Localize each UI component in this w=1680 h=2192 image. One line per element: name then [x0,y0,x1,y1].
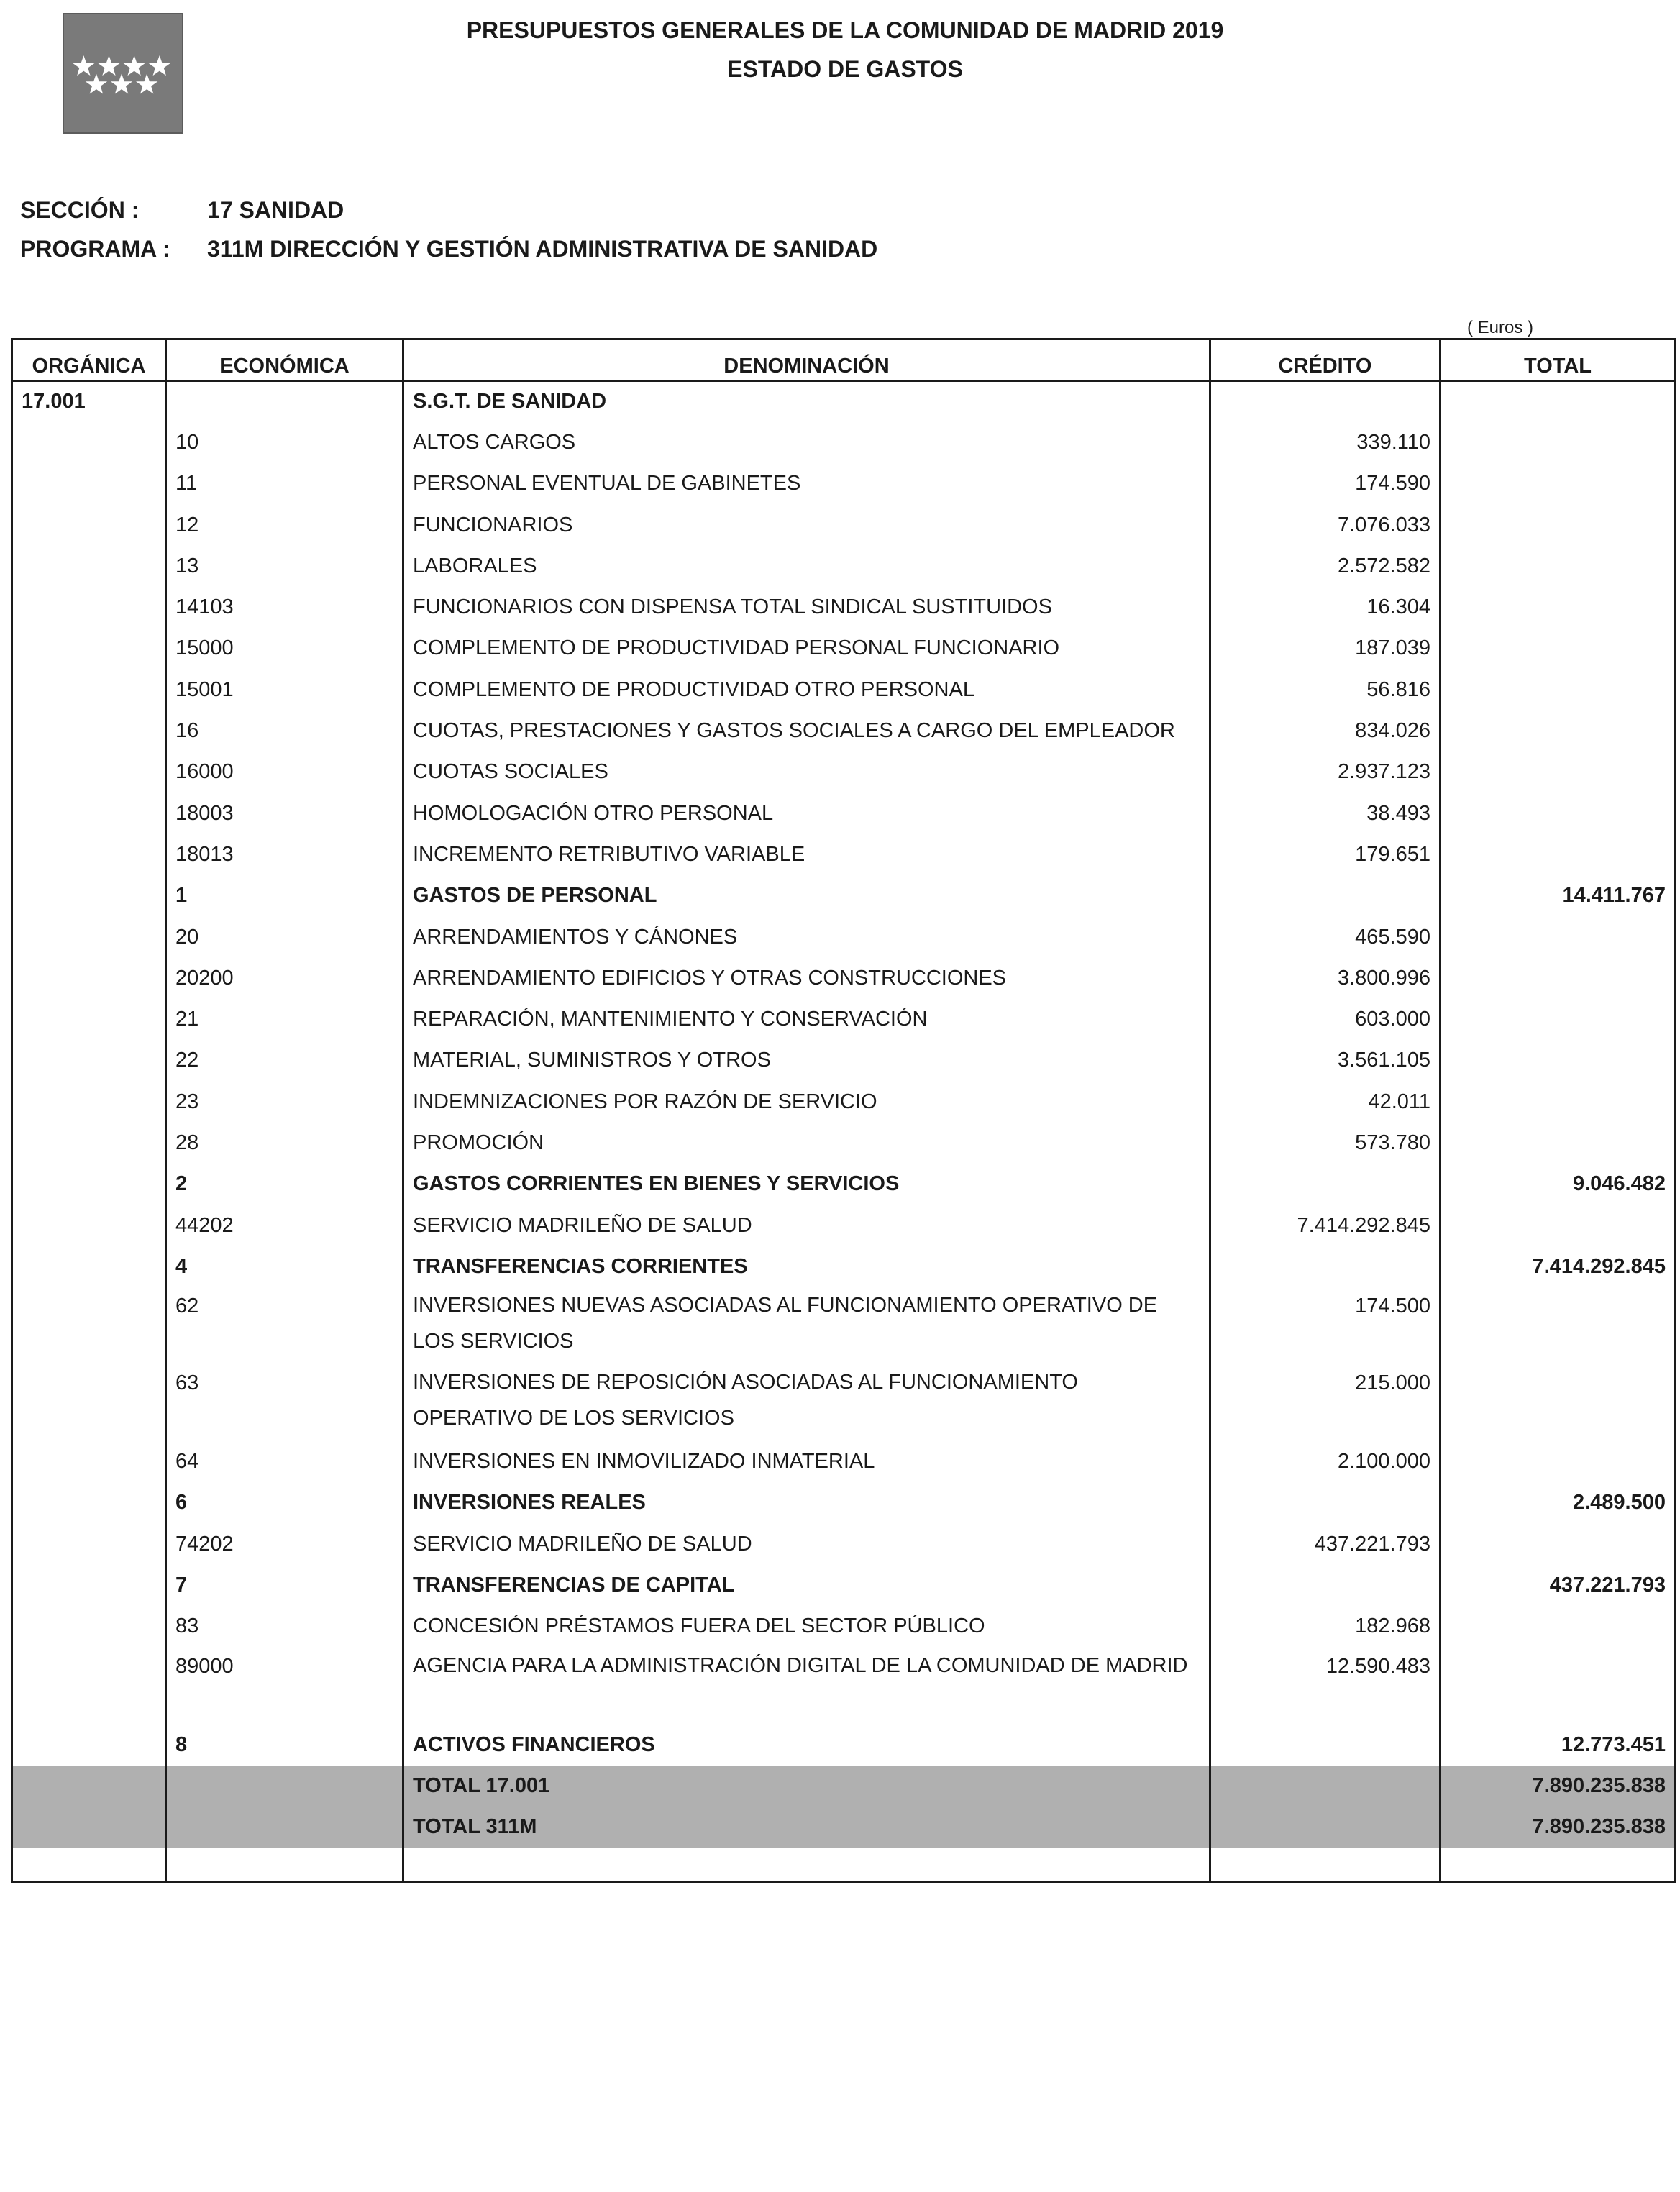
credito-cell: 174.590 [1210,463,1441,504]
denominacion-cell: TRANSFERENCIAS DE CAPITAL [403,1565,1210,1606]
credito-cell: 3.800.996 [1210,958,1441,999]
economica-cell [166,1766,403,1807]
total-cell: 9.046.482 [1441,1164,1676,1205]
total-cell [1441,793,1676,834]
denominacion-cell: INVERSIONES DE REPOSICIÓN ASOCIADAS AL FUNCIONAMIENTO OPERATIVO DE LOS SERVICIOS [403,1364,1210,1441]
economica-cell: 13 [166,546,403,587]
denominacion-cell: FUNCIONARIOS [403,504,1210,545]
credito-cell: 2.100.000 [1210,1441,1441,1482]
total-cell [1441,916,1676,957]
economica-cell: 20 [166,916,403,957]
table-row [12,834,1676,875]
table-row [12,916,1676,957]
organica-cell: 17.001 [12,381,166,422]
organica-cell [12,1287,166,1364]
credito-cell: 7.076.033 [1210,504,1441,545]
total-cell: 437.221.793 [1441,1565,1676,1606]
denominacion-cell: ALTOS CARGOS [403,422,1210,463]
denominacion-cell: COMPLEMENTO DE PRODUCTIVIDAD PERSONAL FUNCIONARIO [403,628,1210,669]
table-row [12,1040,1676,1081]
economica-cell: 18003 [166,793,403,834]
denominacion-cell: FUNCIONARIOS CON DISPENSA TOTAL SINDICAL SUSTITUIDOS [403,587,1210,628]
credito-cell [1210,1565,1441,1606]
economica-cell: 11 [166,463,403,504]
table-row [12,1082,1676,1123]
document-title: PRESUPUESTOS GENERALES DE LA COMUNIDAD DE MADRID 2019 [466,17,1224,43]
credito-cell: 465.590 [1210,916,1441,957]
organica-cell [12,670,166,711]
organica-cell [12,587,166,628]
denominacion-cell: INVERSIONES EN INMOVILIZADO INMATERIAL [403,1441,1210,1482]
economica-cell: 6 [166,1482,403,1523]
total-cell: 12.773.451 [1441,1725,1676,1766]
credito-cell: 603.000 [1210,999,1441,1040]
total-cell [1441,958,1676,999]
column-header-total: TOTAL [1441,339,1676,381]
table-row [12,628,1676,669]
denominacion-cell: INVERSIONES NUEVAS ASOCIADAS AL FUNCIONAMIENTO OPERATIVO DE LOS SERVICIOS [403,1287,1210,1364]
credito-cell: 179.651 [1210,834,1441,875]
denominacion-cell: INCREMENTO RETRIBUTIVO VARIABLE [403,834,1210,875]
economica-cell: 44202 [166,1205,403,1246]
organica-cell [12,1766,166,1807]
credito-cell [1210,875,1441,916]
denominacion-cell: ARRENDAMIENTO EDIFICIOS Y OTRAS CONSTRUCCIONES [403,958,1210,999]
organica-cell [12,1565,166,1606]
credito-cell: 215.000 [1210,1364,1441,1441]
total-cell [1441,752,1676,793]
table-row [12,793,1676,834]
denominacion-cell: CONCESIÓN PRÉSTAMOS FUERA DEL SECTOR PÚBLICO [403,1606,1210,1647]
table-row [12,752,1676,793]
table-row [12,1606,1676,1647]
total-label-cell: TOTAL 311M [403,1807,1210,1848]
economica-cell: 28 [166,1123,403,1164]
credito-cell: 16.304 [1210,587,1441,628]
section-label: SECCIÓN : [20,197,140,223]
economica-cell: 8 [166,1725,403,1766]
credito-cell: 3.561.105 [1210,1040,1441,1081]
total-amount-cell: 7.890.235.838 [1441,1807,1676,1848]
program-label: PROGRAMA : [20,236,170,262]
total-cell [1441,546,1676,587]
economica-cell: 83 [166,1606,403,1647]
credito-cell: 12.590.483 [1210,1648,1441,1725]
total-cell [1441,1648,1676,1725]
organica-cell [12,1123,166,1164]
program-value: 311M DIRECCIÓN Y GESTIÓN ADMINISTRATIVA DE SANIDAD [207,236,878,262]
denominacion-cell: PROMOCIÓN [403,1123,1210,1164]
total-cell [1441,1606,1676,1647]
organica-cell [12,793,166,834]
credito-cell: 182.968 [1210,1606,1441,1647]
economica-cell: 22 [166,1040,403,1081]
denominacion-cell: SERVICIO MADRILEÑO DE SALUD [403,1205,1210,1246]
denominacion-cell: INDEMNIZACIONES POR RAZÓN DE SERVICIO [403,1082,1210,1123]
economica-cell: 21 [166,999,403,1040]
total-cell: 2.489.500 [1441,1482,1676,1523]
economica-cell: 2 [166,1164,403,1205]
empty-cell [1210,1848,1441,1882]
organica-cell [12,752,166,793]
table-row [12,670,1676,711]
currency-unit: ( Euros ) [1467,318,1534,337]
denominacion-cell: AGENCIA PARA LA ADMINISTRACIÓN DIGITAL DE LA COMUNIDAD DE MADRID [403,1648,1210,1725]
organica-cell [12,958,166,999]
table-footer-row [12,1848,1676,1882]
organica-cell [12,422,166,463]
table-row [12,1524,1676,1565]
economica-cell: 4 [166,1246,403,1287]
table-row [12,1565,1676,1606]
credito-cell: 38.493 [1210,793,1441,834]
denominacion-cell: HOMOLOGACIÓN OTRO PERSONAL [403,793,1210,834]
table-row [12,546,1676,587]
credito-cell: 2.937.123 [1210,752,1441,793]
organica-cell [12,1441,166,1482]
column-header-organica: ORGÁNICA [12,339,166,381]
denominacion-cell: COMPLEMENTO DE PRODUCTIVIDAD OTRO PERSONAL [403,670,1210,711]
economica-cell: 18013 [166,834,403,875]
denominacion-cell: ACTIVOS FINANCIEROS [403,1725,1210,1766]
credito-cell: 174.500 [1210,1287,1441,1364]
total-label-cell: TOTAL 17.001 [403,1766,1210,1807]
economica-cell: 15000 [166,628,403,669]
organica-cell [12,999,166,1040]
economica-cell: 16000 [166,752,403,793]
economica-cell: 14103 [166,587,403,628]
credito-cell: 2.572.582 [1210,546,1441,587]
total-row [12,1807,1676,1848]
total-row [12,1766,1676,1807]
organica-cell [12,1040,166,1081]
organica-cell [12,504,166,545]
credito-cell: 437.221.793 [1210,1524,1441,1565]
denominacion-cell: INVERSIONES REALES [403,1482,1210,1523]
total-cell [1441,628,1676,669]
economica-cell: 62 [166,1287,403,1364]
economica-cell [166,1807,403,1848]
document-subtitle: ESTADO DE GASTOS [727,56,963,82]
table-row [12,958,1676,999]
table-row [12,1364,1676,1441]
denominacion-cell: GASTOS DE PERSONAL [403,875,1210,916]
total-cell: 14.411.767 [1441,875,1676,916]
table-row [12,463,1676,504]
table-row [12,1725,1676,1766]
organica-cell [12,1482,166,1523]
organica-cell [12,463,166,504]
total-cell [1441,1040,1676,1081]
economica-cell: 20200 [166,958,403,999]
column-header-credito: CRÉDITO [1210,339,1441,381]
denominacion-cell: SERVICIO MADRILEÑO DE SALUD [403,1524,1210,1565]
denominacion-cell: GASTOS CORRIENTES EN BIENES Y SERVICIOS [403,1164,1210,1205]
credito-cell [1210,1164,1441,1205]
program-line [20,236,877,262]
economica-cell: 64 [166,1441,403,1482]
economica-cell: 7 [166,1565,403,1606]
credito-cell [1210,1246,1441,1287]
total-cell [1441,1364,1676,1441]
economica-cell: 10 [166,422,403,463]
stars-icon [64,14,182,132]
organica-cell [12,916,166,957]
organica-cell [12,1606,166,1647]
credito-cell: 834.026 [1210,711,1441,752]
organica-cell [12,1246,166,1287]
table-row [12,1205,1676,1246]
credito-cell: 187.039 [1210,628,1441,669]
empty-cell [166,1848,403,1882]
organica-cell [12,1807,166,1848]
table-row [12,1246,1676,1287]
total-cell: 7.414.292.845 [1441,1246,1676,1287]
organica-cell [12,1725,166,1766]
table-row [12,875,1676,916]
total-cell [1441,1205,1676,1246]
table-row [12,1648,1676,1725]
budget-table [11,338,1676,1883]
denominacion-cell: REPARACIÓN, MANTENIMIENTO Y CONSERVACIÓN [403,999,1210,1040]
total-cell [1441,999,1676,1040]
table-row [12,1441,1676,1482]
organica-cell [12,1648,166,1725]
denominacion-cell: CUOTAS SOCIALES [403,752,1210,793]
total-cell [1441,1123,1676,1164]
total-cell [1441,422,1676,463]
economica-cell: 63 [166,1364,403,1441]
table-row [12,422,1676,463]
comunidad-madrid-logo [63,13,183,134]
organica-cell [12,875,166,916]
credito-cell: 56.816 [1210,670,1441,711]
total-cell [1441,504,1676,545]
total-cell [1441,463,1676,504]
denominacion-cell: PERSONAL EVENTUAL DE GABINETES [403,463,1210,504]
total-cell [1441,711,1676,752]
denominacion-cell: S.G.T. DE SANIDAD [403,381,1210,422]
table-row [12,587,1676,628]
organica-cell [12,711,166,752]
economica-cell: 16 [166,711,403,752]
empty-cell [1441,1848,1676,1882]
total-cell [1441,834,1676,875]
credito-cell [1210,381,1441,422]
economica-cell: 15001 [166,670,403,711]
section-line [20,197,344,224]
credito-cell [1210,1766,1441,1807]
organica-cell [12,1164,166,1205]
credito-cell [1210,1807,1441,1848]
column-header-economica: ECONÓMICA [166,339,403,381]
organica-cell [12,1205,166,1246]
credito-cell: 339.110 [1210,422,1441,463]
denominacion-cell: LABORALES [403,546,1210,587]
total-cell [1441,1524,1676,1565]
credito-cell [1210,1482,1441,1523]
table-row [12,1164,1676,1205]
organica-cell [12,628,166,669]
credito-cell: 7.414.292.845 [1210,1205,1441,1246]
economica-cell: 12 [166,504,403,545]
total-cell [1441,1441,1676,1482]
table-row [12,1482,1676,1523]
denominacion-cell: TRANSFERENCIAS CORRIENTES [403,1246,1210,1287]
denominacion-cell: CUOTAS, PRESTACIONES Y GASTOS SOCIALES A CARGO DEL EMPLEADOR [403,711,1210,752]
total-cell [1441,1082,1676,1123]
economica-cell [166,381,403,422]
organica-cell [12,834,166,875]
credito-cell [1210,1725,1441,1766]
table-row [12,999,1676,1040]
organica-cell [12,1364,166,1441]
table-row [12,504,1676,545]
organica-cell [12,1082,166,1123]
economica-cell: 89000 [166,1648,403,1725]
economica-cell: 23 [166,1082,403,1123]
credito-cell: 573.780 [1210,1123,1441,1164]
column-header-denominacion: DENOMINACIÓN [403,339,1210,381]
total-cell [1441,670,1676,711]
table-header-row [12,339,1676,381]
total-amount-cell: 7.890.235.838 [1441,1766,1676,1807]
table-row [12,711,1676,752]
empty-cell [403,1848,1210,1882]
table-row [12,1123,1676,1164]
empty-cell [12,1848,166,1882]
organica-cell [12,1524,166,1565]
total-cell [1441,1287,1676,1364]
table-row [12,381,1676,422]
table-row [12,1287,1676,1364]
denominacion-cell: MATERIAL, SUMINISTROS Y OTROS [403,1040,1210,1081]
total-cell [1441,381,1676,422]
economica-cell: 74202 [166,1524,403,1565]
economica-cell: 1 [166,875,403,916]
total-cell [1441,587,1676,628]
organica-cell [12,546,166,587]
denominacion-cell: ARRENDAMIENTOS Y CÁNONES [403,916,1210,957]
section-value: 17 SANIDAD [207,197,344,223]
credito-cell: 42.011 [1210,1082,1441,1123]
